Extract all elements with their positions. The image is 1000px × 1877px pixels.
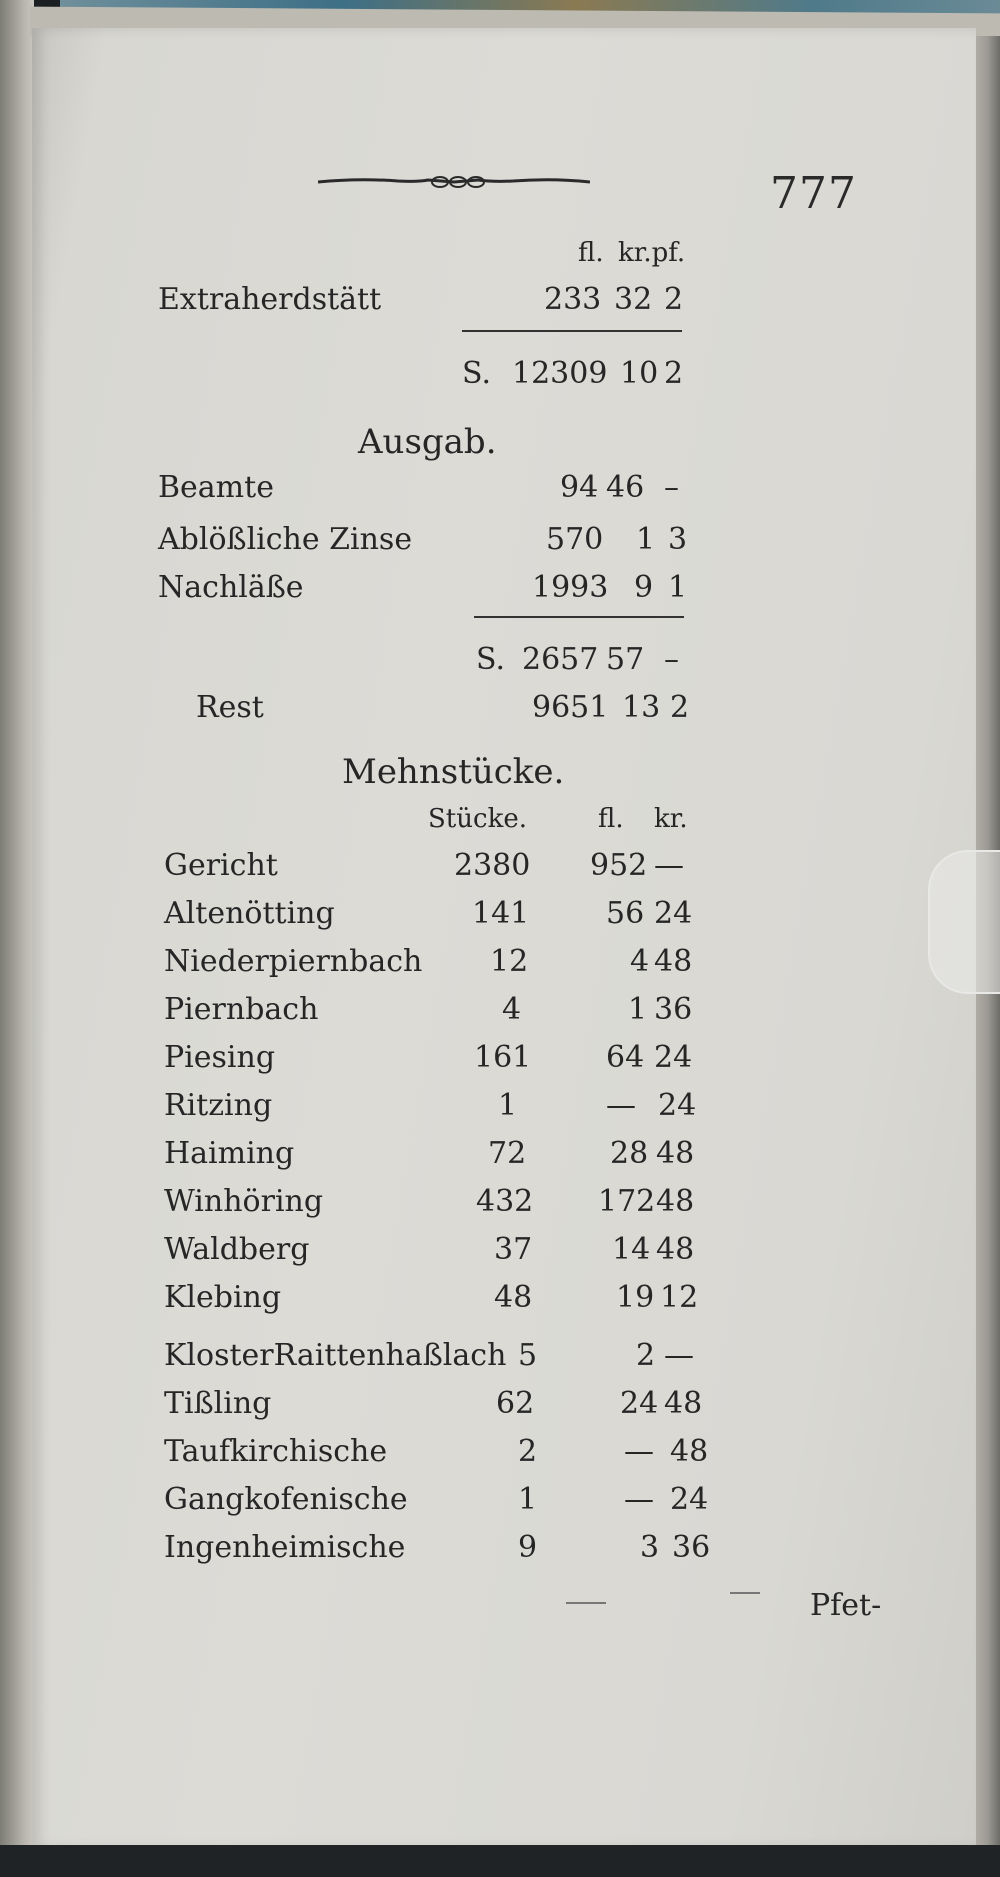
income-sum-label: S. [462, 356, 492, 391]
mehn-kr-2: 48 [654, 944, 693, 979]
mehn-stuecke-8: 37 [494, 1232, 533, 1267]
unit-mehn-fl: fl. [598, 804, 624, 834]
catchword: Pfet- [810, 1588, 882, 1623]
mehn-stuecke-3: 4 [502, 992, 522, 1027]
mehn-stuecke-10: 5 [518, 1338, 538, 1373]
mehn-stuecke-4: 161 [474, 1040, 532, 1075]
expense-sum-label: S. [476, 642, 506, 677]
mehn-kr-0: — [654, 848, 684, 883]
mehn-fl-10: 2 [636, 1338, 656, 1373]
mehn-fl-11: 24 [620, 1386, 659, 1421]
mehn-label-10: KlosterRaittenhaßlach [164, 1338, 507, 1373]
rest-kr: 13 [622, 690, 661, 725]
mehn-kr-3: 36 [654, 992, 693, 1027]
mehn-kr-7: 48 [656, 1184, 695, 1219]
mehn-label-6: Haiming [164, 1136, 295, 1171]
unit-kr-pf: kr.pf. [618, 238, 686, 268]
mehn-label-9: Klebing [164, 1280, 282, 1315]
unit-stuecke: Stücke. [428, 804, 527, 834]
expense-fl-2: 1993 [532, 570, 609, 605]
mehn-fl-7: 172 [598, 1184, 656, 1219]
header-ornament [318, 168, 590, 196]
mehn-label-5: Ritzing [164, 1088, 273, 1123]
income-sum-pf: 2 [664, 356, 684, 391]
mehn-fl-9: 19 [616, 1280, 655, 1315]
mehn-label-7: Winhöring [164, 1184, 324, 1219]
expense-pf-0: – [664, 470, 679, 505]
mehn-fl-0: 952 [590, 848, 648, 883]
mehn-kr-1: 24 [654, 896, 693, 931]
expense-kr-2: 9 [634, 570, 654, 605]
mehn-stuecke-5: 1 [498, 1088, 518, 1123]
unit-mehn-kr: kr. [654, 804, 688, 834]
footer-dash-right [730, 1592, 760, 1594]
mehn-kr-13: 24 [670, 1482, 709, 1517]
income-last-fl: 233 [544, 282, 602, 317]
mehn-stuecke-11: 62 [496, 1386, 535, 1421]
income-sum-kr: 10 [620, 356, 659, 391]
income-last-label: Extraherdstätt [158, 282, 382, 317]
income-last-kr: 32 [614, 282, 653, 317]
mehn-kr-8: 48 [656, 1232, 695, 1267]
mehn-kr-4: 24 [654, 1040, 693, 1075]
expense-kr-0: 46 [606, 470, 645, 505]
mehn-kr-14: 36 [672, 1530, 711, 1565]
expense-label-1: Ablößliche Zinse [158, 522, 413, 557]
expense-sum-fl: 2657 [522, 642, 599, 677]
mehn-fl-2: 4 [630, 944, 650, 979]
mehn-label-13: Gangkofenische [164, 1482, 408, 1517]
mehn-label-4: Piesing [164, 1040, 276, 1075]
mehn-fl-5: — [606, 1088, 636, 1123]
mehn-kr-12: 48 [670, 1434, 709, 1469]
mehn-stuecke-9: 48 [494, 1280, 533, 1315]
mehn-stuecke-2: 12 [490, 944, 529, 979]
mehn-stuecke-14: 9 [518, 1530, 538, 1565]
footer-dash-left [566, 1602, 606, 1604]
expense-fl-1: 570 [546, 522, 604, 557]
expense-sum-pf: – [664, 642, 679, 677]
table-surface [0, 1845, 1000, 1877]
mehn-fl-13: — [624, 1482, 654, 1517]
mehn-fl-3: 1 [628, 992, 648, 1027]
rest-label: Rest [196, 690, 264, 725]
mehn-stuecke-12: 2 [518, 1434, 538, 1469]
mehn-fl-8: 14 [612, 1232, 651, 1267]
mehn-stuecke-13: 1 [518, 1482, 538, 1517]
mehn-fl-6: 28 [610, 1136, 649, 1171]
mehn-heading: Mehnstücke. [342, 752, 565, 792]
mehn-kr-5: 24 [658, 1088, 697, 1123]
mehn-stuecke-6: 72 [488, 1136, 527, 1171]
mehn-label-11: Tißling [164, 1386, 272, 1421]
expense-pf-1: 3 [668, 522, 688, 557]
mehn-label-1: Altenötting [164, 896, 335, 931]
mehn-label-2: Niederpiernbach [164, 944, 423, 979]
mehn-label-3: Piernbach [164, 992, 319, 1027]
mehn-stuecke-7: 432 [476, 1184, 534, 1219]
mehn-kr-10: — [664, 1338, 694, 1373]
mehn-label-8: Waldberg [164, 1232, 310, 1267]
expense-label-2: Nachläße [158, 570, 304, 605]
mehn-kr-11: 48 [664, 1386, 703, 1421]
mehn-stuecke-0: 2380 [454, 848, 531, 883]
sum-rule [462, 330, 682, 332]
left-page-edge [0, 0, 34, 1877]
income-last-pf: 2 [664, 282, 684, 317]
expense-label-0: Beamte [158, 470, 274, 505]
expense-pf-2: 1 [668, 570, 688, 605]
mehn-kr-6: 48 [656, 1136, 695, 1171]
mehn-fl-4: 64 [606, 1040, 645, 1075]
mehn-fl-14: 3 [640, 1530, 660, 1565]
mehn-fl-1: 56 [606, 896, 645, 931]
mehn-label-0: Gericht [164, 848, 278, 883]
expense-heading: Ausgab. [358, 422, 497, 462]
income-sum-fl: 12309 [512, 356, 608, 391]
page-clip-tab [928, 850, 1000, 994]
mehn-label-14: Ingenheimische [164, 1530, 406, 1565]
mehn-label-12: Taufkirchische [164, 1434, 388, 1469]
expense-kr-1: 1 [636, 522, 656, 557]
expense-sum-rule [474, 616, 684, 618]
mehn-fl-12: — [624, 1434, 654, 1469]
rest-fl: 9651 [532, 690, 609, 725]
unit-fl: fl. [578, 238, 604, 268]
expense-sum-kr: 57 [606, 642, 645, 677]
rest-pf: 2 [670, 690, 690, 725]
expense-fl-0: 94 [560, 470, 599, 505]
page-number: 777 [770, 168, 857, 219]
mehn-kr-9: 12 [660, 1280, 699, 1315]
mehn-stuecke-1: 141 [472, 896, 530, 931]
